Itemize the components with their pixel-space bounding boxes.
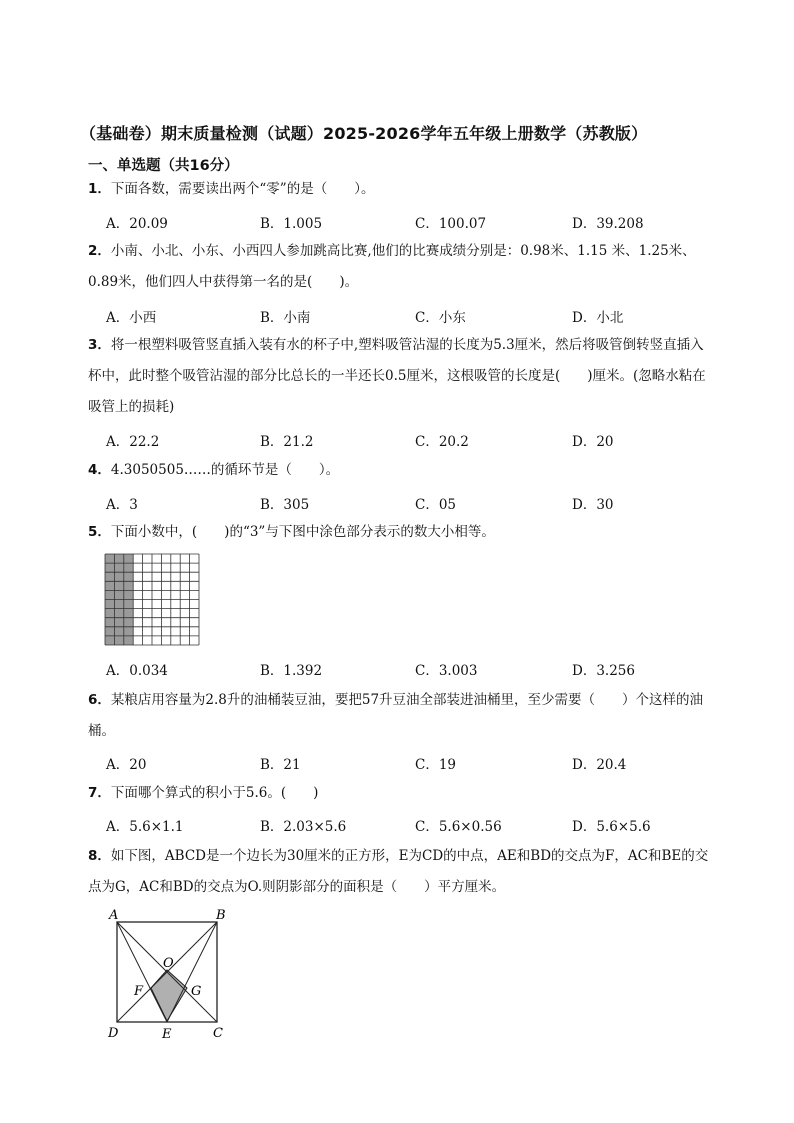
- option-d: D．30: [572, 497, 614, 513]
- question-number: 5．: [88, 524, 111, 540]
- label-e: E: [162, 1027, 172, 1042]
- option-c: C．小东: [415, 310, 466, 326]
- option-c: C．3.003: [415, 663, 478, 679]
- option-c: C．19: [415, 757, 457, 773]
- question-2-options: [106, 306, 706, 326]
- shaded-region: [151, 970, 187, 1021]
- option-a: A．20: [106, 757, 147, 773]
- question-number: 6．: [88, 692, 111, 708]
- question-text: 将一根塑料吸管竖直插入装有水的杯子中,塑料吸管沾湿的长度为5.3厘米，然后将吸管倒转竖直插入杯中，此时整个吸管沾湿的部分比总长的一半还长0.5厘米，这根吸管的长度是( )厘米。(忽略水粘在吸管上的损耗): [88, 337, 706, 415]
- question-4-options: [106, 493, 706, 513]
- option-d: D．小北: [572, 310, 624, 326]
- option-b: B．小南: [260, 310, 311, 326]
- question-number: 4．: [88, 462, 111, 478]
- segment-be: [167, 922, 217, 1022]
- question-text: 下面各数，需要读出两个“零”的是（ ）。: [110, 181, 375, 197]
- option-c: C．05: [415, 497, 457, 513]
- question-text: 某粮店用容量为2.8升的油桶装豆油，要把57升豆油全部装进油桶里，至少需要（ ）个这样的油桶。: [88, 692, 704, 739]
- option-d: D．3.256: [572, 663, 635, 679]
- label-a: A: [109, 908, 119, 923]
- option-d: D．20.4: [572, 757, 627, 773]
- question-3: [88, 330, 710, 423]
- option-c: C．20.2: [415, 434, 469, 450]
- option-a: A．5.6×1.1: [106, 819, 184, 835]
- label-c: C: [213, 1026, 223, 1041]
- page-title: （基础卷）期末质量检测（试题）2025-2026学年五年级上册数学（苏教版）: [80, 124, 648, 143]
- question-7: [88, 778, 710, 809]
- label-b: B: [216, 908, 226, 923]
- question-8: [88, 841, 710, 903]
- option-a: A．20.09: [106, 216, 168, 232]
- option-d: D．20: [572, 434, 614, 450]
- question-2: [88, 236, 710, 298]
- option-b: B．21.2: [260, 434, 314, 450]
- question-number: 7．: [88, 785, 111, 801]
- question-text: 下面哪个算式的积小于5.6。( ): [110, 785, 319, 801]
- option-c: C．100.07: [415, 216, 487, 232]
- question-5: [88, 517, 710, 548]
- option-c: C．5.6×0.56: [415, 819, 502, 835]
- square-figure: [100, 904, 240, 1044]
- question-text: 下面小数中，( )的“3”与下图中涂色部分表示的数大小相等。: [110, 524, 495, 540]
- option-b: B．1.005: [260, 216, 323, 232]
- option-a: A．22.2: [106, 434, 160, 450]
- label-o: O: [163, 956, 174, 971]
- question-text: 4.3050505……的循环节是（ ）。: [110, 462, 340, 478]
- question-7-options: [106, 815, 706, 835]
- label-d: D: [108, 1026, 119, 1041]
- question-number: 1．: [88, 181, 111, 197]
- question-6: [88, 685, 710, 747]
- section-heading: 一、单选题（共16分）: [88, 158, 239, 174]
- question-6-options: [106, 753, 706, 773]
- option-d: D．5.6×5.6: [572, 819, 651, 835]
- question-number: 8．: [88, 848, 111, 864]
- option-b: B．1.392: [260, 663, 323, 679]
- option-d: D．39.208: [572, 216, 644, 232]
- question-4: [88, 455, 710, 486]
- question-number: 3．: [88, 337, 111, 353]
- option-b: B．21: [260, 757, 301, 773]
- question-5-options: [106, 659, 706, 679]
- question-number: 2．: [88, 243, 111, 259]
- option-a: A．0.034: [106, 663, 168, 679]
- question-text: 如下图，ABCD是一个边长为30厘米的正方形，E为CD的中点，AE和BD的交点为F，AC和BE的交点为G，AC和BD的交点为O.则阴影部分的面积是（ ）平方厘米。: [88, 848, 709, 895]
- question-1: [88, 174, 710, 205]
- label-f: F: [134, 984, 144, 999]
- option-b: B．2.03×5.6: [260, 819, 347, 835]
- question-text: 小南、小北、小东、小西四人参加跳高比赛,他们的比赛成绩分别是：0.98米、1.15 米、1.25米、0.89米，他们四人中获得第一名的是( )。: [88, 243, 696, 290]
- hundred-grid-figure: [104, 553, 200, 646]
- option-b: B．305: [260, 497, 310, 513]
- question-3-options: [106, 430, 706, 450]
- segment-ae: [117, 922, 167, 1022]
- question-1-options: [106, 212, 706, 232]
- option-a: A．小西: [106, 310, 157, 326]
- label-g: G: [191, 984, 202, 999]
- option-a: A．3: [106, 497, 138, 513]
